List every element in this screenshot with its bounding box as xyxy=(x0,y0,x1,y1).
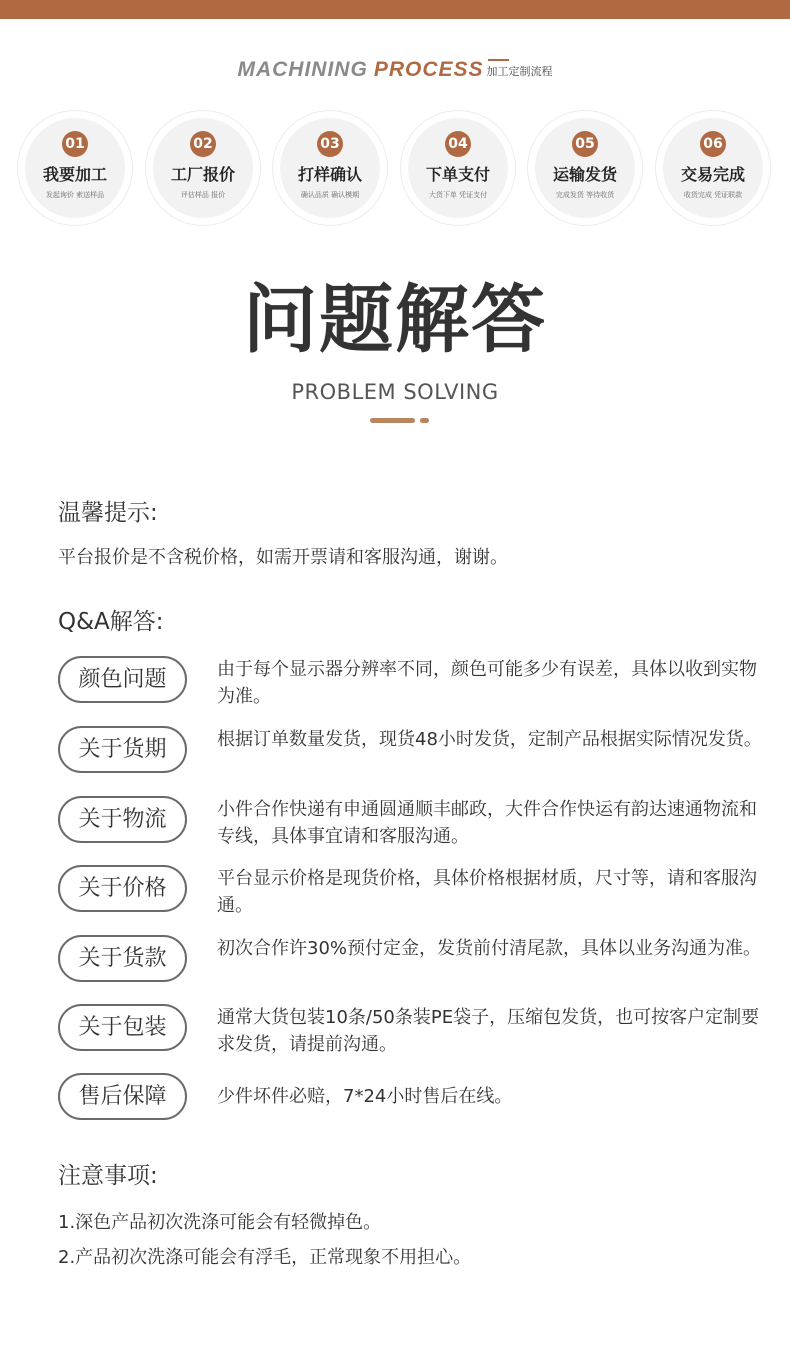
step-circle xyxy=(663,118,763,218)
process-title-en-part1: MACHINING xyxy=(237,58,368,81)
step-number-badge: 03 xyxy=(317,131,343,157)
note-line: 1.深色产品初次洗涤可能会有轻微掉色。 xyxy=(58,1212,382,1233)
notice-text: 平台报价是不含税价格，如需开票请和客服沟通，谢谢。 xyxy=(58,547,508,568)
qa-item xyxy=(58,796,758,846)
note-line: 2.产品初次洗涤可能会有浮毛，正常现象不用担心。 xyxy=(58,1247,472,1268)
qa-topic-label: 售后保障 xyxy=(58,1073,187,1120)
step-number-badge: 05 xyxy=(572,131,598,157)
qa-answer: 初次合作许30%预付定金，发货前付清尾款，具体以业务沟通为准。 xyxy=(217,938,762,959)
process-step-1 xyxy=(17,110,133,226)
step-number-badge: 06 xyxy=(700,131,726,157)
step-name: 打样确认 xyxy=(297,165,362,184)
step-description: 收货完成 凭证联款 xyxy=(683,191,743,199)
qa-answer: 平台显示价格是现货价格，具体价格根据材质，尺寸等，请和客服沟通。 xyxy=(217,868,757,916)
qa-topic-label: 关于货期 xyxy=(58,726,187,773)
step-description: 大货下单 凭证支付 xyxy=(428,191,488,199)
step-name: 我要加工 xyxy=(42,165,107,184)
title-underline-dot xyxy=(420,418,429,423)
process-step-4 xyxy=(400,110,516,226)
process-step-3 xyxy=(272,110,388,226)
step-number-badge: 02 xyxy=(190,131,216,157)
process-steps xyxy=(17,110,777,226)
step-number-badge: 01 xyxy=(62,131,88,157)
qa-item xyxy=(58,865,758,915)
step-circle xyxy=(535,118,635,218)
step-number-badge: 04 xyxy=(445,131,471,157)
faq-title: 问题解答 xyxy=(243,277,547,363)
qa-topic-label: 关于包装 xyxy=(58,1004,187,1051)
qa-topic-label: 关于物流 xyxy=(58,796,187,843)
qa-answer: 由于每个显示器分辨率不同，颜色可能多少有误差，具体以收到实物为准。 xyxy=(217,659,757,707)
step-name: 下单支付 xyxy=(425,165,490,184)
step-description: 完成发货 等待收货 xyxy=(555,191,615,199)
qa-item xyxy=(58,1073,758,1123)
step-description: 发起询价 索送样品 xyxy=(45,191,105,199)
qa-item xyxy=(58,726,762,776)
title-underline-long xyxy=(370,418,415,423)
qa-item xyxy=(58,656,758,706)
qa-answer: 通常大货包装10条/50条装PE袋子，压缩包发货，也可按客户定制要求发货，请提前沟通。 xyxy=(217,1007,760,1055)
step-name: 交易完成 xyxy=(680,165,745,184)
step-name: 工厂报价 xyxy=(170,165,235,184)
process-title-cn: 加工定制流程 xyxy=(487,59,553,79)
step-description: 评估样品 报价 xyxy=(180,191,226,199)
qa-topic-label: 关于价格 xyxy=(58,865,187,912)
step-circle xyxy=(25,118,125,218)
qa-answer: 少件坏件必赔，7*24小时售后在线。 xyxy=(217,1086,513,1107)
qa-heading: Q&A解答: xyxy=(58,609,164,635)
process-step-5 xyxy=(527,110,643,226)
process-step-6 xyxy=(655,110,771,226)
process-title xyxy=(0,58,790,82)
step-description: 确认品质 确认模期 xyxy=(300,191,360,199)
top-accent-bar xyxy=(0,0,790,19)
qa-item xyxy=(58,935,762,985)
step-circle xyxy=(280,118,380,218)
qa-topic-label: 关于货款 xyxy=(58,935,187,982)
process-step-2 xyxy=(145,110,261,226)
step-circle xyxy=(153,118,253,218)
notes-heading: 注意事项: xyxy=(58,1163,158,1189)
qa-answer: 根据订单数量发货，现货48小时发货，定制产品根据实际情况发货。 xyxy=(217,729,762,750)
notice-heading: 温馨提示: xyxy=(58,500,158,526)
process-title-en-part2: PROCESS xyxy=(373,58,484,81)
step-name: 运输发货 xyxy=(552,165,617,184)
faq-subtitle: PROBLEM SOLVING xyxy=(291,380,499,404)
qa-item xyxy=(58,1004,758,1054)
step-circle xyxy=(408,118,508,218)
qa-answer: 小件合作快递有申通圆通顺丰邮政，大件合作快运有韵达速通物流和专线，具体事宜请和客服沟通。 xyxy=(217,799,757,847)
qa-topic-label: 颜色问题 xyxy=(58,656,187,703)
